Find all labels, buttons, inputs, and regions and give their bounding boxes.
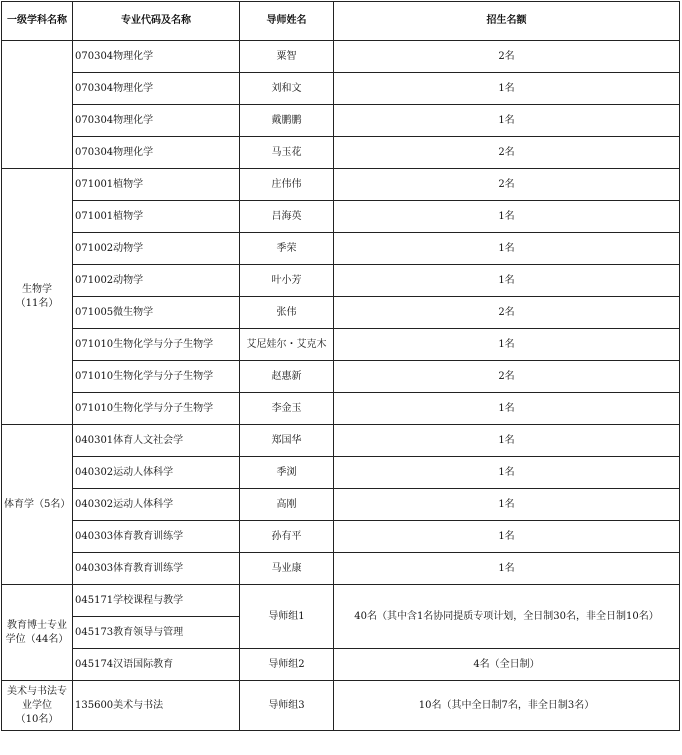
major-cell: 040301体育人文社会学 — [73, 425, 240, 457]
quota-cell: 2名 — [334, 297, 680, 329]
major-cell: 070304物理化学 — [73, 73, 240, 105]
table-row — [2, 489, 680, 521]
table-row — [2, 41, 680, 73]
advisor-group-cell: 导师组3 — [240, 681, 334, 731]
quota-cell: 1名 — [334, 329, 680, 361]
table-row — [2, 329, 680, 361]
major-cell: 070304物理化学 — [73, 137, 240, 169]
advisor-cell: 季荣 — [240, 233, 334, 265]
advisor-cell: 马业康 — [240, 553, 334, 585]
table-row — [2, 297, 680, 329]
header-row — [2, 2, 680, 41]
quota-cell: 1名 — [334, 425, 680, 457]
advisor-cell: 高刚 — [240, 489, 334, 521]
table-row — [2, 233, 680, 265]
quota-cell: 40名（其中含1名协同提质专项计划，全日制30名，非全日制10名） — [334, 585, 680, 649]
quota-cell: 1名 — [334, 233, 680, 265]
major-cell: 045174汉语国际教育 — [73, 649, 240, 681]
table-row — [2, 425, 680, 457]
table-row — [2, 73, 680, 105]
major-cell: 040303体育教育训练学 — [73, 553, 240, 585]
category-sports: 体育学（5名） — [2, 425, 73, 585]
table-row — [2, 361, 680, 393]
quota-cell: 1名 — [334, 265, 680, 297]
category-biology: 生物学 （11名） — [2, 169, 73, 425]
major-cell: 040302运动人体科学 — [73, 457, 240, 489]
quota-cell: 10名（其中全日制7名，非全日制3名） — [334, 681, 680, 731]
major-cell: 135600美术与书法 — [73, 681, 240, 731]
quota-cell: 4名（全日制） — [334, 649, 680, 681]
major-cell: 040303体育教育训练学 — [73, 521, 240, 553]
advisor-group-cell: 导师组1 — [240, 585, 334, 649]
advisor-cell: 刘和文 — [240, 73, 334, 105]
major-cell: 070304物理化学 — [73, 41, 240, 73]
quota-cell: 2名 — [334, 137, 680, 169]
advisor-cell: 叶小芳 — [240, 265, 334, 297]
major-cell: 071010生物化学与分子生物学 — [73, 393, 240, 425]
advisor-cell: 孙有平 — [240, 521, 334, 553]
advisor-cell: 李金玉 — [240, 393, 334, 425]
major-cell: 070304物理化学 — [73, 105, 240, 137]
table-row — [2, 681, 680, 731]
major-cell: 071010生物化学与分子生物学 — [73, 361, 240, 393]
major-cell: 071002动物学 — [73, 265, 240, 297]
table-row — [2, 585, 680, 617]
advisor-cell: 季浏 — [240, 457, 334, 489]
table-row — [2, 521, 680, 553]
quota-cell: 2名 — [334, 361, 680, 393]
table-row — [2, 265, 680, 297]
category-edu-doctor: 教育博士专业 学位（44名） — [2, 585, 73, 681]
table-row — [2, 137, 680, 169]
quota-cell: 1名 — [334, 553, 680, 585]
major-cell: 071005微生物学 — [73, 297, 240, 329]
quota-cell: 1名 — [334, 73, 680, 105]
advisor-cell: 张伟 — [240, 297, 334, 329]
major-cell: 045173教育领导与管理 — [73, 617, 240, 649]
category-arts: 美术与书法专 业学位 （10名） — [2, 681, 73, 731]
quota-cell: 2名 — [334, 169, 680, 201]
header-major: 专业代码及名称 — [73, 2, 240, 41]
table-row — [2, 169, 680, 201]
major-cell: 040302运动人体科学 — [73, 489, 240, 521]
header-advisor: 导师姓名 — [240, 2, 334, 41]
quota-cell: 1名 — [334, 201, 680, 233]
quota-cell: 1名 — [334, 489, 680, 521]
quota-cell: 1名 — [334, 105, 680, 137]
major-cell: 071001植物学 — [73, 169, 240, 201]
advisor-cell: 郑国华 — [240, 425, 334, 457]
advisor-cell: 庄伟伟 — [240, 169, 334, 201]
advisor-cell: 戴鹏鹏 — [240, 105, 334, 137]
quota-cell: 1名 — [334, 521, 680, 553]
quota-cell: 1名 — [334, 457, 680, 489]
advisor-cell: 艾尼娃尔・艾克木 — [240, 329, 334, 361]
category-cell-empty — [2, 41, 73, 169]
table-row — [2, 553, 680, 585]
major-cell: 045171学校课程与教学 — [73, 585, 240, 617]
advisor-cell: 赵惠新 — [240, 361, 334, 393]
enrollment-table — [1, 1, 680, 731]
advisor-cell: 马玉花 — [240, 137, 334, 169]
major-cell: 071001植物学 — [73, 201, 240, 233]
quota-cell: 2名 — [334, 41, 680, 73]
major-cell: 071010生物化学与分子生物学 — [73, 329, 240, 361]
table-row — [2, 105, 680, 137]
header-discipline: 一级学科名称 — [2, 2, 73, 41]
major-cell: 071002动物学 — [73, 233, 240, 265]
header-quota: 招生名额 — [334, 2, 680, 41]
table-row — [2, 393, 680, 425]
quota-cell: 1名 — [334, 393, 680, 425]
advisor-cell: 吕海英 — [240, 201, 334, 233]
table-row — [2, 649, 680, 681]
table-row — [2, 201, 680, 233]
table-row — [2, 457, 680, 489]
advisor-group-cell: 导师组2 — [240, 649, 334, 681]
advisor-cell: 粟智 — [240, 41, 334, 73]
